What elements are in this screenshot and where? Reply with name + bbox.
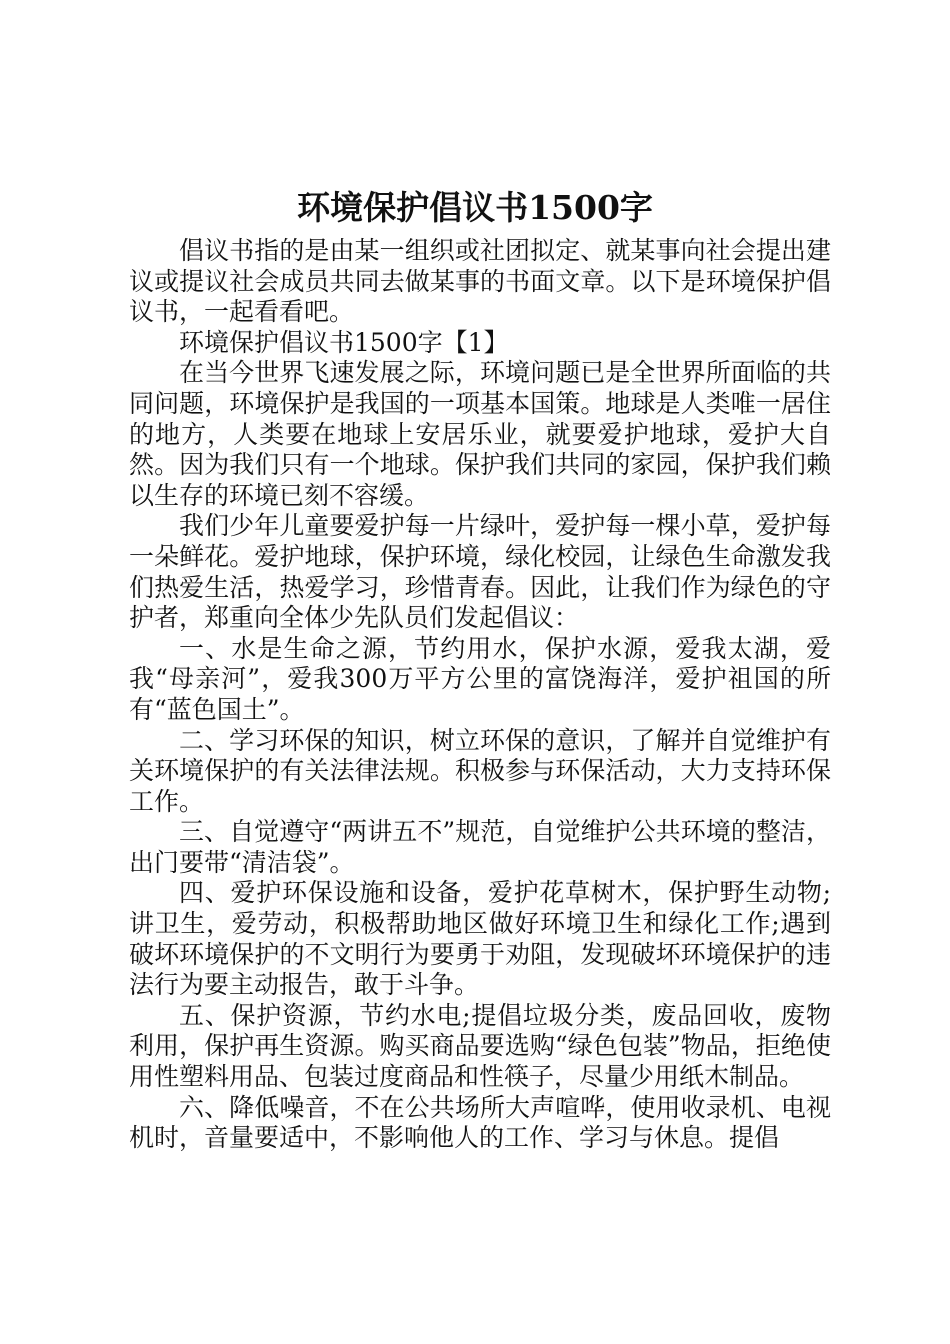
document-title: 环境保护倡议书1500字	[297, 188, 653, 227]
section-heading: 环境保护倡议书1500字【1】	[179, 327, 509, 357]
proposal-item-6: 六、降低噪音，不在公共场所大声喧哗，使用收录机、电视机时，音量要适中，不影响他人的工作、学习与休息。提倡	[129, 1092, 831, 1153]
body-paragraph: 在当今世界飞速发展之际，环境问题已是全世界所面临的共同问题，环境保护是我国的一项基本国策。地球是人类唯一居住的地方，人类要在地球上安居乐业，就要爱护地球，爱护大自然。因为我们只有一个地球。保护我们共同的家园，保护我们赖以生存的环境已刻不容缓。	[129, 358, 831, 510]
proposal-item-5: 五、保护资源，节约水电;提倡垃圾分类，废品回收，废物利用，保护再生资源。购买商品要选购“绿色包装”物品，拒绝使用性塑料用品、包装过度商品和性筷子，尽量少用纸木制品。	[129, 1000, 831, 1092]
intro-paragraph: 倡议书指的是由某一组织或社团拟定、就某事向社会提出建议或提议社会成员共同去做某事的书面文章。以下是环境保护倡议书，一起看看吧。	[129, 236, 831, 327]
proposal-item-3: 三、自觉遵守“两讲五不”规范，自觉维护公共环境的整洁，出门要带“清洁袋”。	[129, 817, 831, 877]
body-paragraph: 我们少年儿童要爱护每一片绿叶，爱护每一棵小草，爱护每一朵鲜花。爱护地球，保护环境，绿化校园，让绿色生命激发我们热爱生活，热爱学习，珍惜青春。因此，让我们作为绿色的守护者，郑重向全体少先队员们发起倡议：	[129, 511, 831, 633]
proposal-item-1: 一、水是生命之源，节约用水，保护水源，爱我太湖，爱我“母亲河”，爱我300万平方公里的富饶海洋，爱护祖国的所有“蓝色国土”。	[129, 633, 831, 724]
document-body	[129, 236, 831, 1154]
proposal-item-4: 四、爱护环保设施和设备，爱护花草树木，保护野生动物;讲卫生，爱劳动，积极帮助地区做好环境卫生和绿化工作;遇到破坏环境保护的不文明行为要勇于劝阻，发现破坏环境保护的违法行为要主动报告，敢于斗争。	[129, 878, 831, 1000]
proposal-item-2: 二、学习环保的知识，树立环保的意识，了解并自觉维护有关环境保护的有关法律法规。积极参与环保活动，大力支持环保工作。	[129, 725, 831, 816]
